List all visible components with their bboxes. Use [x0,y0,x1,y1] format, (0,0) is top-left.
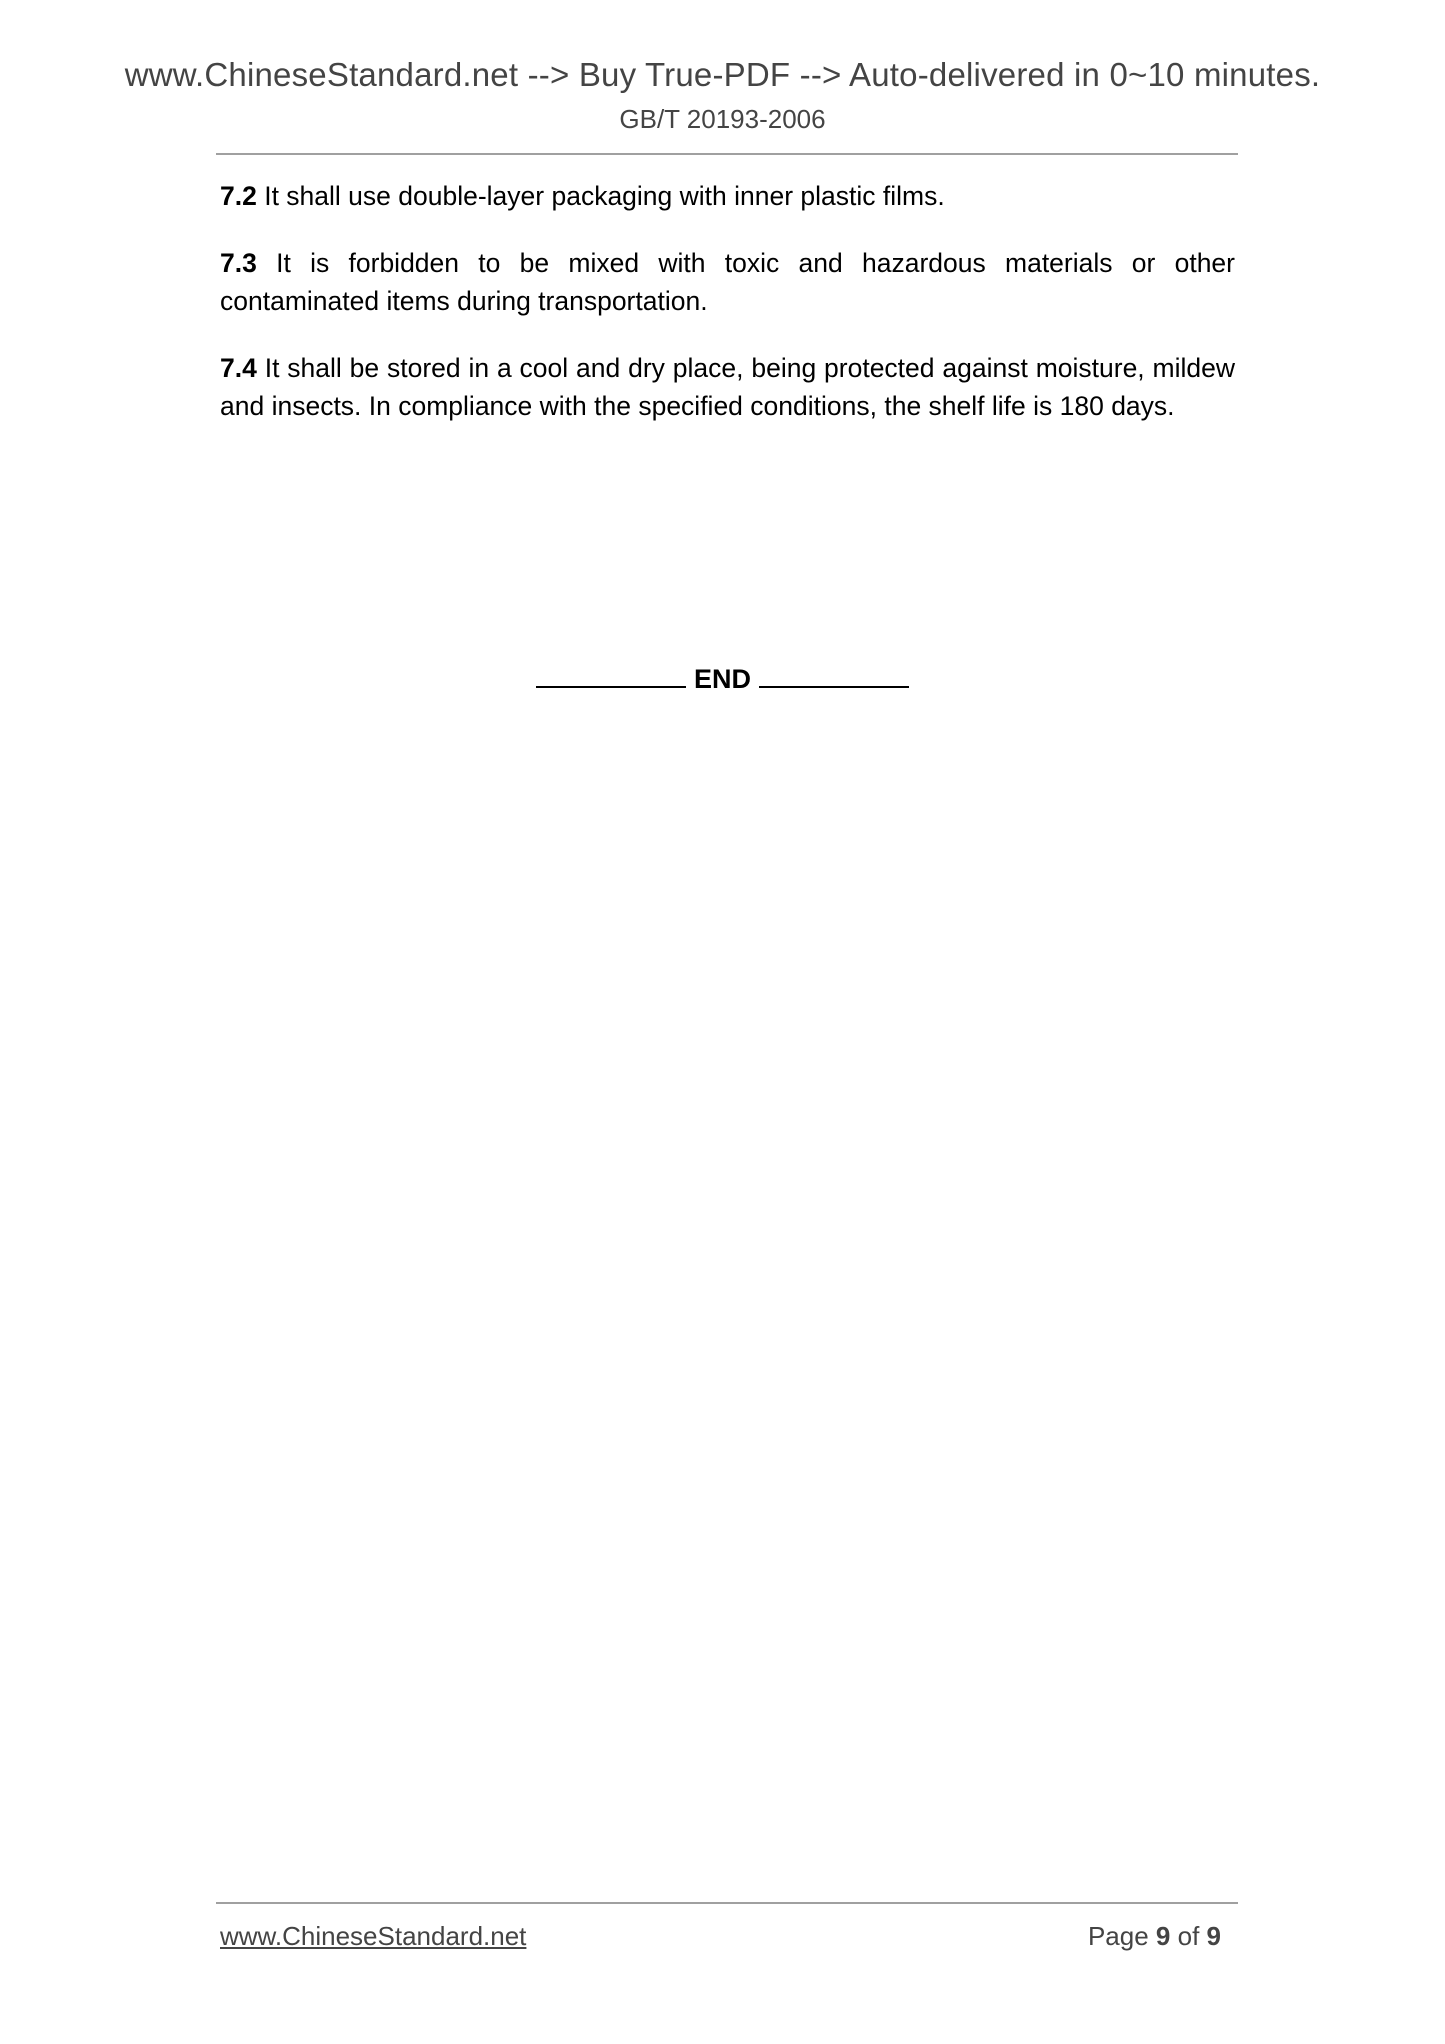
site-link[interactable]: www.ChineseStandard.net [220,1921,527,1951]
clause-7-3 [220,244,1235,320]
end-label: END [693,664,751,694]
header-banner: www.ChineseStandard.net --> Buy True-PDF --> Auto-delivered in 0~10 minutes. [124,56,1321,93]
page-current: 9 [1155,1921,1171,1951]
clause-number: 7.3 [220,248,257,278]
end-rule-right [759,658,909,688]
clause-text: It shall be stored in a cool and dry place, being protected against moisture, mildew and insects. In compliance with the specified conditions, the shelf life is 180 days. [220,353,1235,421]
header-divider [216,153,1238,155]
clause-number: 7.4 [220,353,257,383]
clause-text: It shall use double-layer packaging with inner plastic films. [264,181,945,211]
end-marker [0,658,1445,695]
end-rule-left [536,658,686,688]
footer-divider [216,1902,1238,1904]
page-of: of [1177,1921,1200,1951]
clause-7-4 [220,349,1235,425]
page-total: 9 [1206,1921,1221,1951]
clause-7-2 [220,177,1235,215]
clause-text: It is forbidden to be mixed with toxic and hazardous materials or other contaminated items during transportation. [220,248,1235,316]
clause-number: 7.2 [220,181,257,211]
standard-code: GB/T 20193-2006 [619,104,826,134]
page-indicator [1088,1921,1221,1952]
page-prefix: Page [1087,1921,1149,1951]
